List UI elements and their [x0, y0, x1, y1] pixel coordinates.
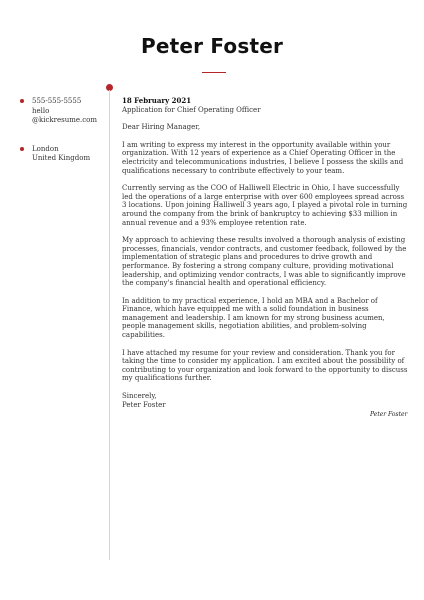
letter-greeting: Dear Hiring Manager, [122, 123, 201, 132]
letter-paragraph: I have attached my resume for your review and consideration. Thank you for taking the time to consider my application. I am excited about the possibility of contributing to your organization and look forward to the opportunity to discuss my qualifications further. [122, 348, 408, 383]
letter-body [122, 97, 408, 409]
bullet-icon [20, 99, 24, 103]
letter-paragraph: Currently serving as the COO of Halliwell Electric in Ohio, I have successfully led the operations of a large enterprise with over 600 employees spread across 3 locations. Upon joining Halliwell 3 years ago, I played a pivotal role in turning around the company from the brink of bankruptcy to achieving $33 million in annual revenue and a 93% employee retention rate. [122, 184, 408, 227]
name-underline [202, 72, 226, 73]
handwritten-signature: Peter Foster [370, 411, 408, 418]
letter-date: 18 February 2021 [122, 96, 192, 105]
email-line-1: hello [32, 106, 50, 115]
letter-paragraph: My approach to achieving these results involved a thorough analysis of existing processes, financials, vendor contracts, and customer feedback, followed by the implementation of strategic plans and procedures to drive growth and performance. By fostering a strong company culture, providing motivational leadership, and optimizing vendor contracts, I was able to significantly improve the company's financial health and operational efficiency. [122, 236, 407, 288]
letter-paragraph: In addition to my practical experience, I hold an MBA and a Bachelor of Finance, which have equipped me with a solid foundation in business management and leadership. I am known for my strong business acumen, people management skills, negotiation abilities, and problem-solving capabilities. [122, 296, 385, 340]
address-details [20, 145, 100, 164]
vertical-divider [109, 90, 110, 560]
contact-details [20, 97, 100, 126]
letter-closing-name: Peter Foster [122, 400, 166, 409]
country: United Kingdom [32, 154, 91, 162]
email-line-2: @kickresume.com [32, 116, 98, 124]
phone-number: 555-555-5555 [32, 97, 82, 105]
contact-sidebar [20, 97, 100, 164]
letter-closing: Sincerely, [122, 392, 157, 401]
letter-subject: Application for Chief Operating Officer [122, 105, 261, 114]
city: London [32, 144, 59, 153]
letter-paragraph: I am writing to express my interest in the opportunity available within your organization. With 12 years of experience as a Chief Operating Officer in the electricity and telecommunications industries, I believe I possess the skills and qualifications necessary to contribute effectively to your team. [122, 140, 404, 175]
bullet-icon [20, 147, 24, 151]
applicant-name: Peter Foster [140, 34, 284, 58]
